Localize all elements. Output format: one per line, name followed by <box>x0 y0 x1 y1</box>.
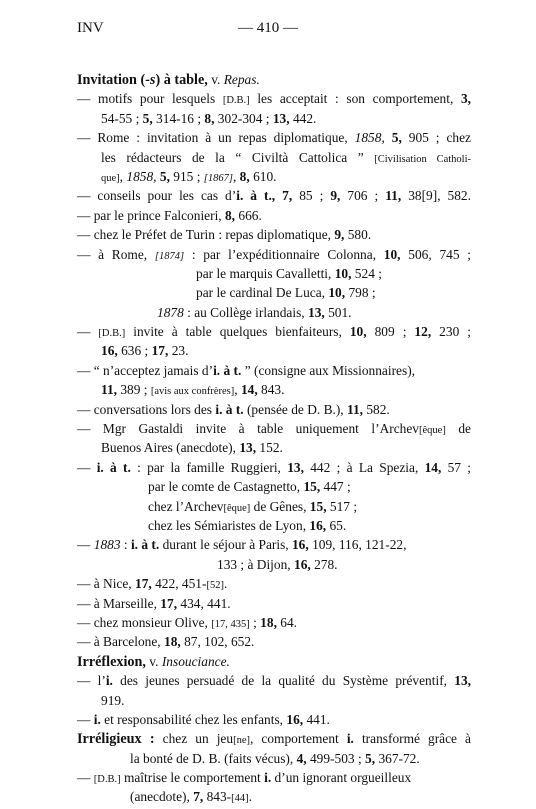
text-run: et responsabilité chez les enfants, <box>100 711 287 727</box>
index-line <box>77 574 471 593</box>
text-run: 13, <box>308 304 325 320</box>
index-line <box>77 535 471 554</box>
text-run: — <box>77 770 94 786</box>
text-run: i. à t., <box>236 188 276 204</box>
text-run: 15, <box>303 479 321 495</box>
index-line <box>157 303 536 322</box>
text-run: — conseils pour les cas d’ <box>77 188 237 204</box>
text-run: : par la famille Ruggieri, <box>130 459 288 475</box>
text-run: les rédacteurs de la “ Civiltà Cattolica ” <box>101 149 375 165</box>
text-run: de <box>445 421 471 437</box>
text-run: — <box>77 324 99 340</box>
index-line <box>77 458 471 477</box>
text-run: , <box>234 382 241 398</box>
index-line <box>101 148 471 167</box>
text-run: de Gênes, <box>250 498 310 514</box>
index-line <box>77 89 471 108</box>
text-run: i. à t. <box>213 362 242 378</box>
text-run: [êque] <box>223 502 251 514</box>
index-line <box>101 438 471 457</box>
text-run: 230 ; <box>431 324 471 340</box>
text-run: maîtrise le comportement <box>120 770 265 786</box>
text-run: 442 ; à La Spezia, <box>303 459 425 475</box>
text-run: 905 ; chez <box>401 130 471 146</box>
text-run: 636 ; <box>117 343 152 359</box>
text-run: i. à t. <box>130 537 160 553</box>
text-run: (anecdote), <box>130 789 194 805</box>
index-line <box>101 167 471 186</box>
index-line <box>148 477 536 496</box>
text-run: par le marquis Cavalletti, <box>196 265 335 281</box>
index-line <box>77 729 471 748</box>
index-line <box>77 419 471 438</box>
text-run: ; <box>249 614 261 630</box>
text-run: i. à t. <box>96 459 131 475</box>
index-line <box>77 225 471 244</box>
text-run: 17, <box>135 576 152 592</box>
index-line <box>148 497 536 516</box>
text-run: 15, <box>309 498 327 514</box>
text-run: 367-72. <box>375 750 420 766</box>
text-run: , <box>119 168 127 184</box>
text-run: 582. <box>363 401 390 417</box>
text-run: 843. <box>257 382 285 398</box>
text-run: i. <box>93 711 101 727</box>
text-run: la bonté de D. B. (faits vécus), <box>130 750 297 766</box>
text-run: 7, <box>282 188 293 204</box>
text-run: 7, <box>193 789 204 805</box>
text-run: 3, <box>460 91 471 107</box>
index-line <box>130 787 500 806</box>
text-run: chez les Sémiaristes de Lyon, <box>148 517 310 533</box>
text-run: — chez le Préfet de Turin : repas diplomatique, <box>77 227 335 243</box>
text-run: 64. <box>276 614 298 630</box>
index-line <box>77 768 471 787</box>
text-run: 501. <box>324 304 352 320</box>
text-run: 302-304 ; <box>214 110 273 126</box>
text-run: 5, <box>365 750 376 766</box>
index-line <box>77 594 471 613</box>
text-run: 1883 <box>93 537 121 553</box>
page-header <box>0 20 536 40</box>
text-run: -s <box>145 72 156 88</box>
text-run: 798 ; <box>345 285 376 301</box>
text-run: 9, <box>334 227 345 243</box>
text-run: 915 ; <box>169 168 204 184</box>
text-run: . <box>248 789 253 805</box>
text-run: 16, <box>309 517 327 533</box>
text-run: par le cardinal De Luca, <box>196 285 329 301</box>
text-run: 23. <box>168 343 189 359</box>
text-run: 11, <box>385 188 402 204</box>
text-run: Buenos Aires (anecdote), <box>101 440 240 456</box>
index-line <box>77 652 471 671</box>
text-run: 16, <box>291 537 309 553</box>
text-run: 10, <box>334 265 352 281</box>
index-line <box>77 361 471 380</box>
text-run: 11, <box>347 401 363 417</box>
text-run: [D.B.] <box>93 774 121 786</box>
text-run: — à Rome, <box>77 246 155 262</box>
text-run: 18, <box>260 614 277 630</box>
text-run: 152. <box>256 440 283 456</box>
text-run: [Civilisation Catholi- <box>374 153 471 165</box>
text-run: [52] <box>206 580 224 592</box>
text-run: 65. <box>326 517 347 533</box>
index-entries <box>0 70 536 807</box>
text-run: 919. <box>101 692 125 708</box>
text-run: transformé grâce à <box>353 731 472 747</box>
index-line <box>130 749 500 768</box>
text-run: [êque] <box>419 425 446 437</box>
index-line <box>77 632 471 651</box>
text-run: durant le séjour à Paris, <box>159 537 292 553</box>
text-run: 8, <box>224 207 236 223</box>
text-run: par le comte de Castagnetto, <box>148 479 304 495</box>
text-run: v. <box>207 72 224 87</box>
text-run: 506, 745 ; <box>400 246 471 262</box>
text-run: ) à table, <box>155 72 208 88</box>
index-line <box>77 245 471 264</box>
text-run: 843- <box>203 789 232 805</box>
text-run: i. <box>105 673 113 689</box>
text-run: 5, <box>391 130 402 146</box>
text-run: 4, <box>296 750 307 766</box>
text-run: chez l’Archev <box>148 498 224 514</box>
text-run: — par le prince Falconieri, <box>77 207 225 223</box>
text-run: 16, <box>294 556 311 572</box>
text-run: 517 ; <box>326 498 358 514</box>
text-run: Irréflexion, <box>77 653 146 670</box>
text-run: 10, <box>383 246 401 262</box>
text-run: 422, 451- <box>151 576 207 592</box>
index-line <box>196 283 536 302</box>
text-run: — l’ <box>77 673 106 689</box>
text-run: 278. <box>310 556 338 572</box>
index-line <box>101 341 471 360</box>
text-run: Repas. <box>223 72 260 87</box>
text-run: (pensée de D. B.), <box>243 401 347 417</box>
text-run: — Rome : invitation à un repas diplomatique, <box>77 130 355 146</box>
text-run: 9, <box>330 188 341 204</box>
text-run: 13, <box>239 440 257 456</box>
text-run: 809 ; <box>366 324 415 340</box>
text-run: 434, 441. <box>177 595 231 611</box>
text-run: [1867] <box>203 172 233 184</box>
text-run: , <box>232 168 240 184</box>
text-run: ” (consigne aux Missionnaires), <box>241 362 416 378</box>
text-run: — à Barcelone, <box>77 634 164 650</box>
text-run: 5, <box>142 110 153 126</box>
text-run: i. à t. <box>215 401 244 417</box>
text-run: 11, <box>101 382 117 398</box>
text-run: 10, <box>328 285 346 301</box>
index-line <box>77 186 471 205</box>
index-line <box>77 128 471 147</box>
text-run: 17, <box>160 595 178 611</box>
text-run: i. <box>346 731 354 747</box>
text-run: 13, <box>287 459 304 475</box>
index-line <box>77 206 471 225</box>
text-run: 389 ; <box>117 382 151 398</box>
text-run: 314-16 ; <box>152 110 205 126</box>
index-line <box>77 613 471 632</box>
text-run: — conversations lors des <box>77 401 216 417</box>
index-line <box>101 380 471 399</box>
text-run: i. <box>264 770 272 786</box>
text-run: 16, <box>286 711 304 727</box>
index-line <box>77 400 471 419</box>
text-run: [avis aux confrères] <box>150 386 235 398</box>
text-run: 57 ; <box>441 459 472 475</box>
text-run: — motifs pour lesquels <box>77 91 223 107</box>
text-run: 109, 116, 121-22, <box>308 537 407 553</box>
text-run: 38[9], 582. <box>401 188 471 204</box>
text-run: 706 ; <box>340 188 386 204</box>
text-run: , comportement <box>249 731 347 747</box>
text-run: Insouciance. <box>161 653 230 669</box>
index-line <box>101 109 471 128</box>
text-run: les acceptait : son comportement, <box>249 91 461 107</box>
text-run: — “ n’acceptez jamais d’ <box>77 362 214 378</box>
text-run: 17, <box>151 343 169 359</box>
text-run: 499-503 ; <box>306 750 366 766</box>
text-run: 524 ; <box>351 265 382 281</box>
page-number: — 410 — <box>238 20 298 36</box>
text-run: 447 ; <box>320 479 351 495</box>
text-run: invite à table quelques bienfaiteurs, <box>125 324 350 340</box>
index-line <box>77 322 471 341</box>
text-run: — <box>77 711 94 727</box>
text-run: 12, <box>414 324 432 340</box>
text-run: 441. <box>303 711 330 727</box>
text-run: 10, <box>349 324 367 340</box>
text-run: : au Collège irlandais, <box>183 304 308 320</box>
text-run: 8, <box>239 168 250 184</box>
text-run: Invitation ( <box>77 72 146 88</box>
text-run: 16, <box>101 343 118 359</box>
text-run: [D.B.] <box>222 95 250 107</box>
text-run: 14, <box>240 382 258 398</box>
text-run: [44] <box>231 793 249 805</box>
text-run: 1858, <box>126 168 157 184</box>
text-run: 610. <box>249 168 277 184</box>
text-run: — Mgr Gastaldi invite à table uniquement l’Archev <box>77 421 419 437</box>
index-line <box>77 710 471 729</box>
text-run: 85 ; <box>292 188 331 204</box>
text-run: [D.B.] <box>98 328 126 340</box>
text-run: v. <box>145 653 162 669</box>
index-line <box>148 516 536 535</box>
text-run: chez un jeu <box>154 731 234 747</box>
text-run: que] <box>101 172 120 184</box>
text-run: — <box>77 459 97 475</box>
index-line <box>196 264 536 283</box>
text-run: 5, <box>159 168 170 184</box>
text-run: . <box>223 576 228 592</box>
text-run: d’un ignorant orgueilleux <box>271 770 412 786</box>
text-run: 1858, <box>354 130 385 146</box>
text-run <box>385 130 392 145</box>
text-run: 87, 102, 652. <box>180 634 255 650</box>
index-line <box>77 671 471 690</box>
index-line <box>77 70 471 89</box>
index-line <box>101 691 471 710</box>
section-label: INV <box>77 20 104 36</box>
text-run: 13, <box>454 673 471 689</box>
index-line <box>217 555 536 574</box>
text-run: 14, <box>424 459 442 475</box>
text-run: — à Nice, <box>77 576 136 592</box>
text-run: : par l’expéditionnaire Colonna, <box>184 246 384 262</box>
text-run: 13, <box>272 110 290 126</box>
text-run: [1874] <box>154 250 185 262</box>
text-run: [17, 435] <box>211 618 250 630</box>
text-run: — chez monsieur Olive, <box>77 614 212 630</box>
text-run: 8, <box>204 110 215 126</box>
text-run: 133 ; à Dijon, <box>217 556 294 572</box>
text-run: — <box>77 537 94 553</box>
text-run: 18, <box>164 634 181 650</box>
text-run: — à Marseille, <box>77 595 161 611</box>
text-run: 442. <box>289 110 317 126</box>
text-run: 666. <box>235 207 262 223</box>
text-run: [ne] <box>233 735 250 747</box>
text-run: des jeunes persuadé de la qualité du Système préventif, <box>112 673 455 689</box>
text-run: Irréligieux : <box>77 731 155 748</box>
text-run: 54-55 ; <box>101 110 143 126</box>
text-run: 1878 <box>157 304 184 320</box>
text-run: : <box>120 537 131 553</box>
text-run: 580. <box>344 227 372 243</box>
